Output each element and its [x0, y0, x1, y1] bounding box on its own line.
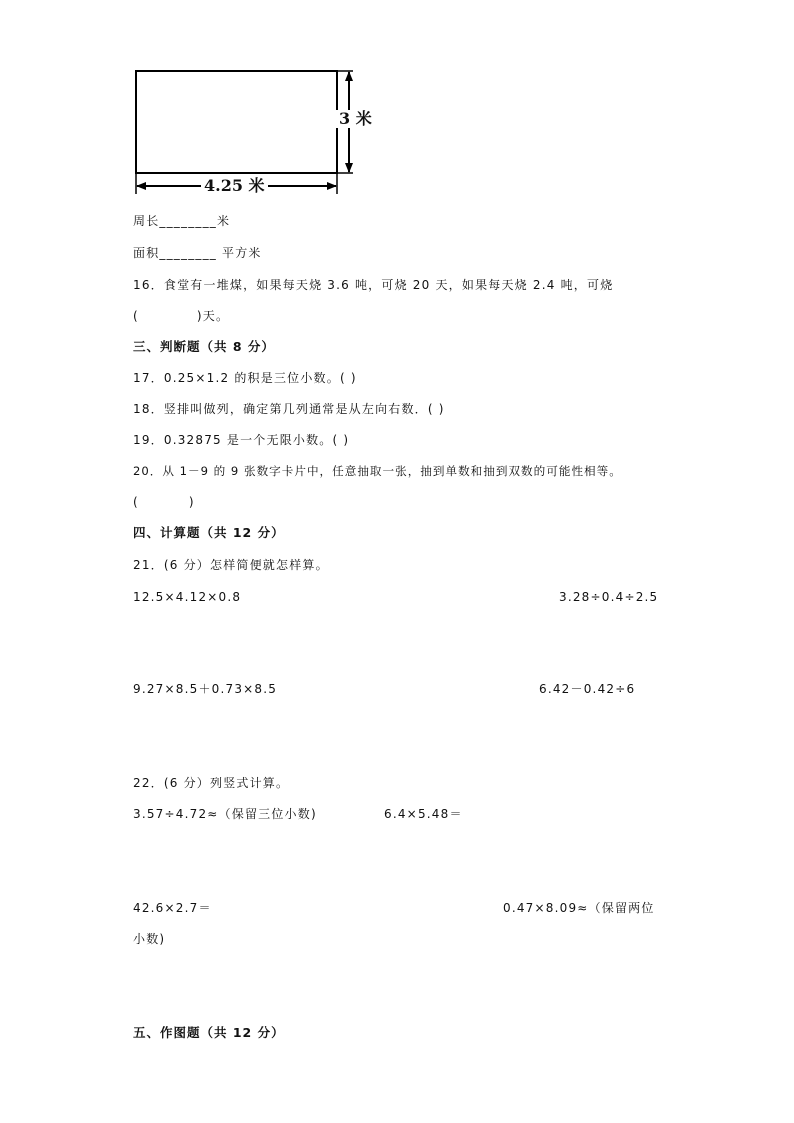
section-4-heading: 四、计算题（共 12 分）: [133, 525, 285, 540]
width-label: 4.25 米: [201, 177, 268, 195]
question-20-answer-line: [133, 494, 195, 510]
question-21-expr-1: 12.5×4.12×0.8: [133, 590, 242, 604]
question-21-expr-4: 6.42－0.42÷6: [539, 682, 636, 696]
perimeter-prefix: 周长: [133, 214, 160, 228]
question-17: 17．0.25×1.2 的积是三位小数。( ): [133, 371, 357, 385]
answer-paren-close: )天。: [196, 309, 230, 323]
question-21-expr-2: 3.28÷0.4÷2.5: [559, 590, 659, 604]
area-prefix: 面积: [133, 246, 160, 260]
perimeter-line: [133, 213, 230, 229]
area-unit: 平方米: [222, 246, 262, 260]
section-3-heading: 三、判断题（共 8 分）: [133, 339, 275, 354]
area-blank[interactable]: ________: [159, 246, 218, 260]
question-21-expr-3: 9.27×8.5＋0.73×8.5: [133, 682, 278, 696]
perimeter-blank[interactable]: ________: [159, 214, 218, 228]
answer-paren-close: ): [188, 495, 195, 509]
rectangle: [136, 71, 337, 173]
answer-paren-open: (: [133, 495, 139, 509]
question-21-title: 21．(6 分）怎样简便就怎样算。: [133, 558, 329, 572]
height-label: 3 米: [336, 110, 375, 128]
question-22-expr-2: 6.4×5.48＝: [384, 807, 463, 821]
question-22-expr-3: 42.6×2.7＝: [133, 901, 212, 915]
question-16-text: 16．食堂有一堆煤，如果每天烧 3.6 吨，可烧 20 天，如果每天烧 2.4 吨，可烧: [133, 278, 614, 292]
question-16-answer-line: [133, 308, 229, 324]
question-19: 19．0.32875 是一个无限小数。( ): [133, 433, 350, 447]
question-22-expr-1: 3.57÷4.72≈（保留三位小数): [133, 807, 317, 821]
perimeter-unit: 米: [217, 214, 231, 228]
rectangle-figure: [0, 0, 794, 210]
area-line: [133, 245, 262, 261]
question-20-text: 20．从 1－9 的 9 张数字卡片中，任意抽取一张，抽到单数和抽到双数的可能性相等。: [133, 464, 622, 478]
question-22-expr-4-line-1: 0.47×8.09≈（保留两位: [503, 901, 655, 915]
answer-paren-open: (: [133, 309, 139, 323]
question-22-title: 22．(6 分）列竖式计算。: [133, 776, 290, 790]
question-22-expr-4-line-2: 小数): [133, 932, 166, 946]
section-5-heading: 五、作图题（共 12 分）: [133, 1025, 285, 1040]
question-18: 18．竖排叫做列，确定第几列通常是从左向右数．( ): [133, 402, 445, 416]
